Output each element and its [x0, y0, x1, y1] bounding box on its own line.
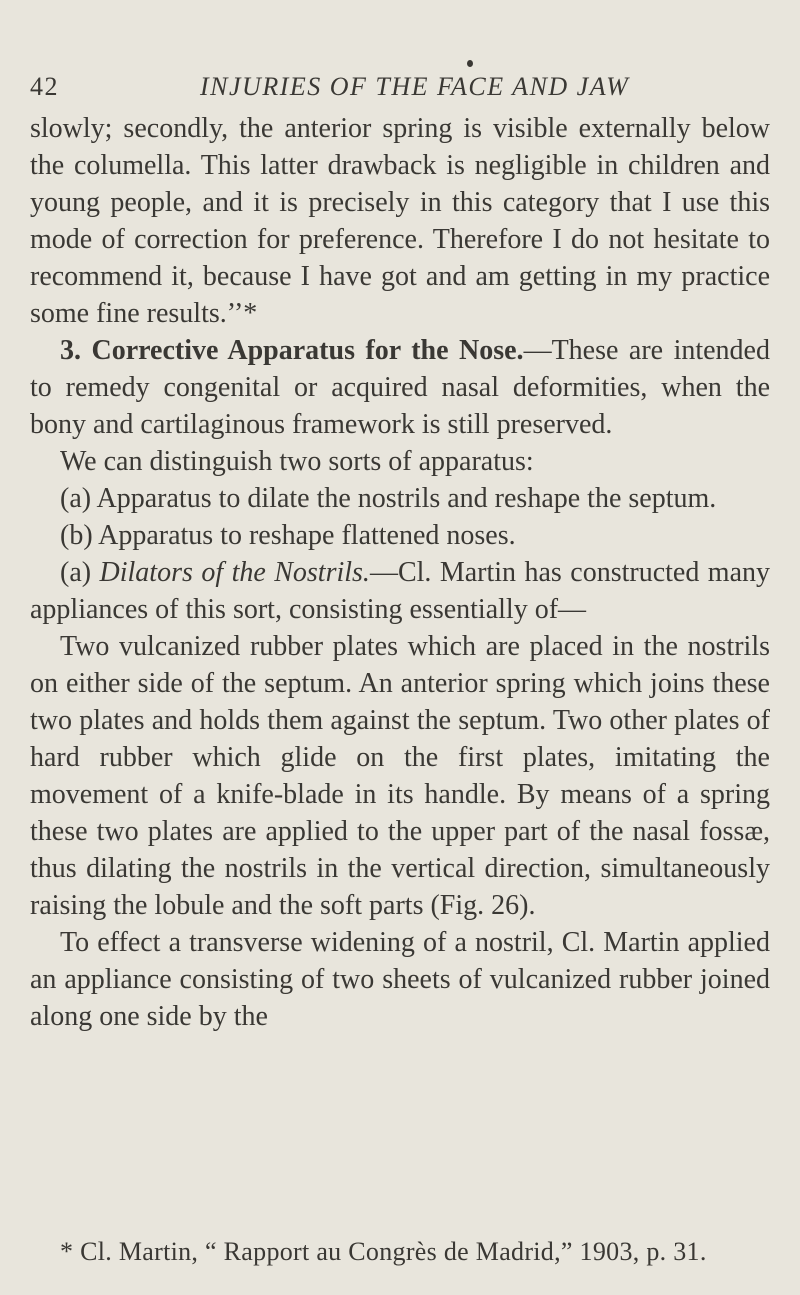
paragraph-two-sorts: We can distinguish two sorts of apparatus:: [60, 446, 534, 477]
paragraph-continuation: slowly; secondly, the anterior spring is visible externally below the columella. This latter drawback is negligible in children and young people, and it is precisely in this category that I use this mode of correction for preference. Therefore I do not hesitate to recommend it, because I have got and am getting in my practice some fine results.’’*: [30, 113, 770, 329]
paragraph-text: —These are intended to remedy congenital or acquired nasal deformities, when the bony and cartilaginous framework is still preserved.: [30, 335, 770, 440]
paragraph-rubber-plates: Two vulcanized rubber plates which are placed in the nostrils on either side of the septum. An anterior spring which joins these two plates and holds them against the septum. Two other plates of hard rubber which glide on the first plates, imitating the movement of a knife-blade in its handle. By means of a spring these two plates are applied to the upper part of the nasal fossæ, thus dilating the nostrils in the vertical direction, simultaneously raising the lobule and the soft parts (Fig. 26).: [30, 631, 770, 921]
list-item-a: (a) Apparatus to dilate the nostrils and reshape the septum.: [60, 483, 717, 514]
ink-speck: [467, 60, 473, 67]
page-header: [30, 70, 770, 104]
paragraph-transverse-widening: To effect a transverse widening of a nostril, Cl. Martin applied an appliance consisting of two sheets of vulcanized rubber joined along one side by the: [30, 927, 770, 1032]
section-heading: 3. Corrective Apparatus for the Nose.: [60, 335, 524, 366]
running-head: INJURIES OF THE FACE AND JAW: [200, 72, 630, 101]
list-item-b: (b) Apparatus to reshape flattened noses.: [60, 520, 516, 551]
page-number: 42: [30, 72, 59, 101]
paragraph-dilators: [30, 554, 770, 628]
footnote: * Cl. Martin, “ Rapport au Congrès de Madrid,” 1903, p. 31.: [60, 1237, 707, 1266]
paragraph-text: —Cl. Martin has constructed many appliances of this sort, consisting essentially of—: [30, 557, 770, 625]
body-text: [30, 110, 770, 1035]
subsection-heading: Dilators of the Nostrils.: [99, 557, 370, 588]
item-label: (a): [60, 557, 92, 588]
paragraph-corrective-apparatus: [30, 332, 770, 443]
